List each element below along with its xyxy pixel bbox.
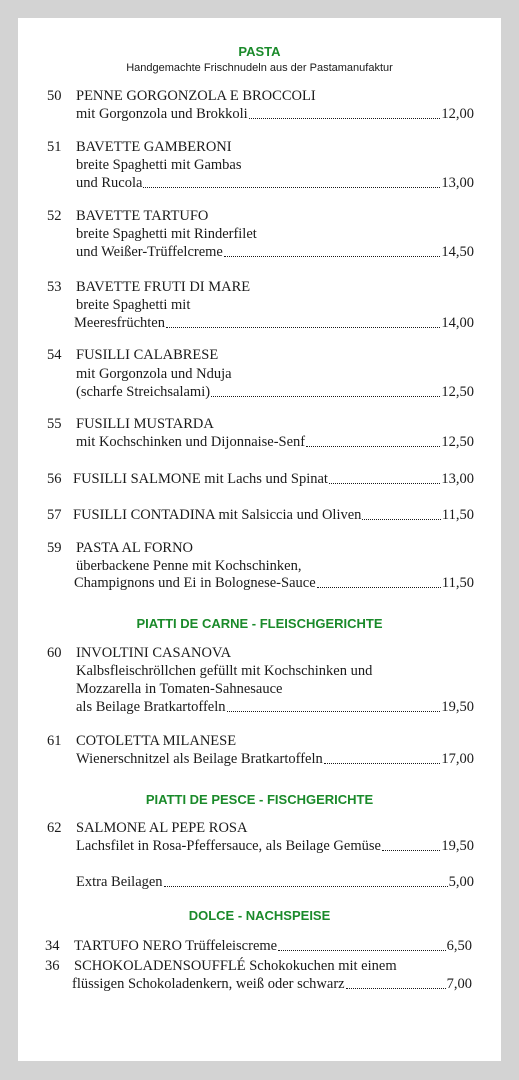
item-name: BAVETTE GAMBERONI: [76, 139, 232, 155]
item-price: 19,50: [441, 699, 474, 715]
item-price: 14,50: [441, 244, 474, 260]
menu-item-61: [76, 751, 474, 768]
item-name: PENNE GORGONZOLA E BROCCOLI: [76, 88, 316, 104]
menu-item-34: [74, 938, 472, 955]
item-name: BAVETTE TARTUFO: [76, 208, 209, 224]
item-name: SCHOKOLADENSOUFFLÉ Schokokuchen mit einem: [74, 958, 397, 974]
item-description: mit Kochschinken und Dijonnaise-Senf: [76, 434, 306, 450]
dot-leader: [143, 187, 440, 188]
dot-leader: [362, 519, 440, 520]
menu-item-50: [76, 106, 474, 123]
dot-leader: [227, 711, 441, 712]
item-description: Meeresfrüchten: [74, 315, 165, 331]
menu-item-53: [74, 315, 474, 332]
item-number: 62: [47, 820, 62, 836]
item-price: 13,00: [441, 471, 474, 487]
dot-leader: [306, 446, 440, 447]
item-price: 11,50: [441, 507, 474, 523]
item-price: 13,00: [441, 175, 474, 191]
item-description: breite Spaghetti mit Gambas: [76, 157, 242, 173]
item-number: 61: [47, 733, 62, 749]
dot-leader: [211, 396, 440, 397]
item-name: PASTA AL FORNO: [76, 540, 194, 556]
dot-leader: [382, 850, 440, 851]
dot-leader: [278, 950, 446, 951]
section-subtitle-pasta: Handgemachte Frischnudeln aus der Pastamanufaktur: [126, 62, 393, 74]
item-description: breite Spaghetti mit Rinderfilet: [76, 226, 257, 242]
item-description: überbackene Penne mit Kochschinken,: [76, 558, 302, 574]
dot-leader: [164, 886, 448, 887]
item-name: FUSILLI MUSTARDA: [76, 416, 214, 432]
section-title-carne: PIATTI DE CARNE - FLEISCHGERICHTE: [136, 616, 383, 631]
item-number: 52: [47, 208, 62, 224]
menu-item-54: [76, 384, 474, 401]
item-price: 12,00: [441, 106, 474, 122]
item-text: TARTUFO NERO Trüffeleiscreme: [74, 938, 278, 954]
dot-leader: [249, 118, 441, 119]
item-description: Kalbsfleischröllchen gefüllt mit Kochschinken und: [76, 663, 373, 679]
dot-leader: [166, 327, 440, 328]
item-description: mit Gorgonzola und Brokkoli: [76, 106, 248, 122]
menu-item-62: [76, 838, 474, 855]
item-number: 36: [45, 958, 60, 974]
dot-leader: [329, 483, 440, 484]
item-name: INVOLTINI CASANOVA: [76, 645, 232, 661]
item-price: 14,00: [441, 315, 474, 331]
menu-item-51: [76, 175, 474, 192]
item-number: 51: [47, 139, 62, 155]
item-price: 17,00: [441, 751, 474, 767]
menu-item-59: [74, 575, 474, 592]
item-description: und Rucola: [76, 175, 143, 191]
item-number: 59: [47, 540, 62, 556]
item-price: 7,00: [446, 976, 472, 992]
item-description: breite Spaghetti mit: [76, 297, 191, 313]
item-number: 57: [47, 507, 62, 523]
item-number: 55: [47, 416, 62, 432]
item-number: 56: [47, 471, 62, 487]
item-description: als Beilage Bratkartoffeln: [76, 699, 226, 715]
item-price: 12,50: [441, 434, 474, 450]
item-description: Lachsfilet in Rosa-Pfeffersauce, als Beilage Gemüse: [76, 838, 381, 854]
item-number: 54: [47, 347, 62, 363]
item-price: 11,50: [441, 575, 474, 591]
item-description: Mozzarella in Tomaten-Sahnesauce: [76, 681, 283, 697]
menu-item-55: [76, 434, 474, 451]
section-title-pesce: PIATTI DE PESCE - FISCHGERICHTE: [145, 792, 374, 807]
menu-item-60: [76, 699, 474, 716]
item-text: Extra Beilagen: [76, 874, 163, 890]
dot-leader: [317, 587, 441, 588]
item-name: BAVETTE FRUTI DI MARE: [76, 279, 251, 295]
item-number: 53: [47, 279, 62, 295]
item-price: 5,00: [448, 874, 474, 890]
item-description: (scharfe Streichsalami): [76, 384, 211, 400]
item-number: 50: [47, 88, 62, 104]
item-number: 60: [47, 645, 62, 661]
item-description: mit Gorgonzola und Nduja: [76, 366, 232, 382]
menu-item-extra: [76, 874, 474, 891]
item-price: 12,50: [441, 384, 474, 400]
item-number: 34: [45, 938, 60, 954]
item-description: und Weißer-Trüffelcreme: [76, 244, 223, 260]
item-description: Wienerschnitzel als Beilage Bratkartoffeln: [76, 751, 323, 767]
section-title-pasta: PASTA: [238, 44, 281, 59]
menu-item-56: [73, 471, 474, 488]
item-name: SALMONE AL PEPE ROSA: [76, 820, 248, 836]
section-title-dolce: DOLCE - NACHSPEISE: [188, 908, 331, 923]
item-text: FUSILLI SALMONE mit Lachs und Spinat: [73, 471, 328, 487]
dot-leader: [346, 988, 446, 989]
dot-leader: [224, 256, 441, 257]
item-description: flüssigen Schokoladenkern, weiß oder schwarz: [72, 976, 345, 992]
item-price: 19,50: [441, 838, 474, 854]
menu-item-52: [76, 244, 474, 261]
menu-item-36: [72, 976, 472, 993]
item-name: FUSILLI CALABRESE: [76, 347, 219, 363]
menu-item-57: [73, 507, 474, 524]
dot-leader: [324, 763, 441, 764]
item-name: COTOLETTA MILANESE: [76, 733, 237, 749]
item-description: Champignons und Ei in Bolognese-Sauce: [74, 575, 316, 591]
item-text: FUSILLI CONTADINA mit Salsiccia und Oliven: [73, 507, 362, 523]
item-price: 6,50: [446, 938, 472, 954]
